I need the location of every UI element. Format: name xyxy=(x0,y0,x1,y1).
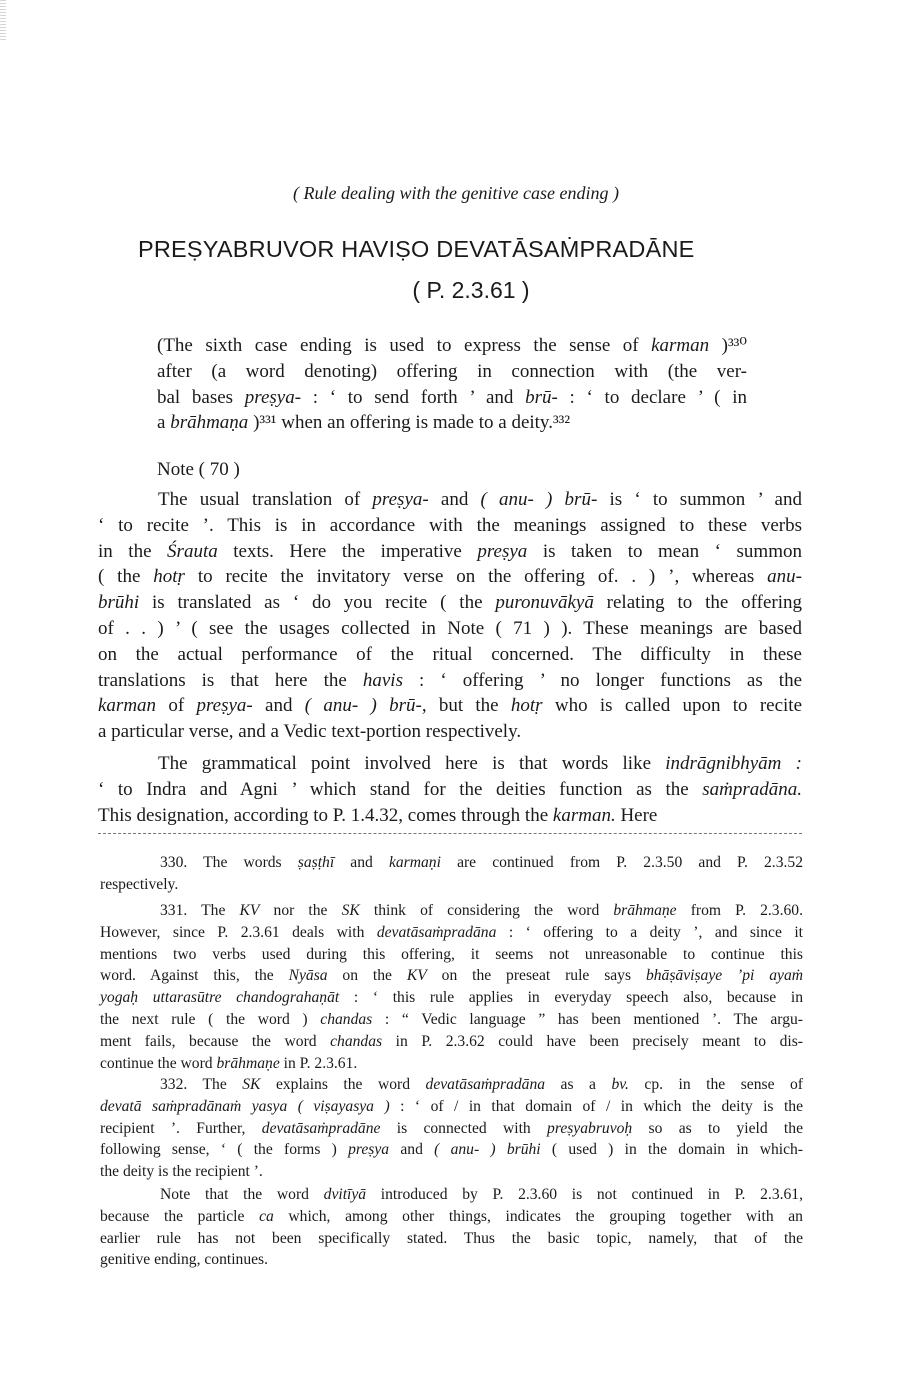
sutra-heading: PREṢYABRUVOR HAVIṢO DEVATĀSAṀPRADĀNE xyxy=(138,236,695,262)
text-line: The usual translation of preṣya- and ( anu- ) brū- is ‘ to summon ’ and xyxy=(158,489,802,510)
footnote-note xyxy=(100,1184,803,1271)
italic-term: KV xyxy=(239,902,260,919)
text-line: The grammatical point involved here is that words like indrāgnibhyām : xyxy=(158,753,802,774)
italic-term: bhāṣāviṣaye ’pi ayaṁ xyxy=(645,967,804,985)
text-line: following sense, ‘ ( the forms ) preṣya and ( anu- ) brūhi ( used ) in the domain in which- xyxy=(100,1141,804,1159)
text-line: continue the word brāhmaṇe in P. 2.3.61. xyxy=(100,1054,358,1072)
text-line: translations is that here the havis : ‘ offering ’ no longer functions as the xyxy=(98,669,802,691)
italic-term: indrāgnibhyām : xyxy=(665,753,802,774)
text-line: (The sixth case ending is used to express the sense of karman )³³⁰ xyxy=(157,335,747,356)
text-line: karman of preṣya- and ( anu- ) brū-, but the hotṛ who is called upon to recite xyxy=(98,695,803,717)
italic-term: dvitīyā xyxy=(323,1186,367,1203)
italic-term: chandas xyxy=(320,1010,373,1028)
italic-term: Śrauta xyxy=(167,540,218,562)
footnote-330 xyxy=(100,852,803,896)
footnote-331 xyxy=(100,900,803,1074)
italic-term: karman xyxy=(98,695,157,717)
text-line: 332. The SK explains the word devatāsaṁpradāna as a bv. cp. in the sense of xyxy=(160,1076,803,1093)
text-line: genitive ending, continues. xyxy=(100,1251,269,1269)
text-line: of . . ) ’ ( see the usages collected in Note ( 71 ) ). These meanings are based xyxy=(98,617,802,639)
italic-term: anu- xyxy=(767,566,802,588)
italic-term: puronuvākyā xyxy=(495,592,594,614)
italic-term: SK xyxy=(341,902,360,919)
text-line: after (a word denoting) offering in connection with (the ver- xyxy=(157,360,747,382)
translation xyxy=(157,333,747,436)
text-line: yogaḥ uttarasūtre chandograhaṇāt : ‘ this rule applies in everyday speech also, because in xyxy=(100,989,804,1007)
text-line: ‘ to Indra and Agni ’ which stand for the deities function as the saṁpradāna. xyxy=(98,778,802,800)
italic-term: hotṛ xyxy=(510,695,543,717)
text-line: a brāhmaṇa )³³¹ when an offering is made to a deity.³³² xyxy=(157,412,571,434)
italic-term: brāhmaṇe xyxy=(613,902,677,919)
text-line: Note that the word dvitīyā introduced by P. 2.3.60 is not continued in P. 2.3.61, xyxy=(160,1186,804,1203)
italic-term: preṣyabruvoḥ xyxy=(547,1119,633,1137)
italic-term: ca xyxy=(259,1207,274,1225)
text-line: the next rule ( the word ) chandas : “ Vedic language ” has been mentioned ’. The argu- xyxy=(100,1010,803,1028)
italic-term: Nyāsa xyxy=(288,967,328,985)
italic-term: karman xyxy=(651,335,710,356)
italic-term: devatāsaṁpradāna xyxy=(425,1076,546,1093)
text-line: recipient ’. Further, devatāsaṁpradāne is connected with preṣyabruvoḥ so as to yield the xyxy=(100,1119,803,1137)
italic-term: chandas xyxy=(330,1032,383,1050)
text-line: ment fails, because the word chandas in P. 2.3.62 could have been precisely meant to dis- xyxy=(100,1032,803,1050)
footnote-separator xyxy=(98,833,802,834)
text-line: in the Śrauta texts. Here the imperative preṣya is taken to mean ‘ summon xyxy=(98,540,802,562)
text-line: brūhi is translated as ‘ do you recite ( the puronuvākyā relating to the offering xyxy=(98,592,802,614)
italic-term: devatā saṁpradānaṁ yasya ( viṣayasya ) xyxy=(100,1097,390,1115)
italic-term: brāhmaṇa xyxy=(170,412,249,434)
italic-term: karmaṇi xyxy=(388,854,441,871)
text-line: word. Against this, the Nyāsa on the KV on the preseat rule says bhāṣāviṣaye ’pi ayaṁ xyxy=(100,967,804,985)
italic-term: preṣya xyxy=(477,540,528,562)
italic-term: preṣya xyxy=(348,1141,390,1159)
text-line: a particular verse, and a Vedic text-portion respectively. xyxy=(98,721,522,743)
text-line: This designation, according to P. 1.4.32, comes through the karman. Here xyxy=(98,804,658,826)
text-line: ( the hotṛ to recite the invitatory verse on the offering of. . ) ’, whereas anu- xyxy=(98,566,802,588)
italic-term: preṣya- xyxy=(372,489,429,510)
rule-caption: ( Rule dealing with the genitive case ending ) xyxy=(293,183,619,203)
italic-term: preṣya- xyxy=(244,386,302,408)
text-line: bal bases preṣya- : ‘ to send forth ’ and brū- : ‘ to declare ’ ( in xyxy=(157,386,747,408)
note-label xyxy=(157,457,357,483)
text-line: 331. The KV nor the SK think of considering the word brāhmaṇe from P. 2.3.60. xyxy=(160,902,803,919)
italic-term: devatāsaṁpradāna xyxy=(376,923,497,941)
text-line: earlier rule has not been specifically stated. Thus the basic topic, namely, that of the xyxy=(100,1229,803,1247)
italic-term: ( anu- ) brū- xyxy=(480,489,598,510)
text-line: the deity is the recipient ’. xyxy=(100,1163,263,1181)
footnote-332 xyxy=(100,1074,803,1183)
note-paragraph xyxy=(98,487,802,745)
text-line: 330. The words ṣaṣṭhī and karmaṇi are continued from P. 2.3.50 and P. 2.3.52 xyxy=(160,854,803,871)
text-line: ‘ to recite ’. This is in accordance with the meanings assigned to these verbs xyxy=(98,514,802,536)
text-line: because the particle ca which, among other things, indicates the grouping together with an xyxy=(100,1207,803,1225)
italic-term: KV xyxy=(406,967,427,985)
italic-term: karman. xyxy=(552,804,616,826)
italic-term: preṣya- xyxy=(196,695,253,717)
italic-term: brūhi xyxy=(98,592,140,614)
text-line: devatā saṁpradānaṁ yasya ( viṣayasya ) : ‘ of / in that domain of / in which the deity is the xyxy=(100,1097,804,1115)
text-line: However, since P. 2.3.61 deals with devatāsaṁpradāna : ‘ offering to a deity ’, and since it xyxy=(100,923,803,941)
text-line: Note ( 70 ) xyxy=(157,459,240,480)
italic-term: ( anu- ) brū- xyxy=(304,695,422,717)
text-line: on the actual performance of the ritual concerned. The difficulty in these xyxy=(98,643,802,665)
italic-term: SK xyxy=(242,1076,261,1093)
italic-term: ṣaṣṭhī xyxy=(297,854,335,871)
note-paragraph xyxy=(98,751,802,828)
italic-term: brāhmaṇe xyxy=(216,1054,280,1072)
text-line: respectively. xyxy=(100,875,179,893)
italic-term: ( anu- ) brūhi xyxy=(434,1141,541,1159)
italic-term: devatāsaṁpradāne xyxy=(261,1119,381,1137)
italic-term: brū- xyxy=(525,386,558,408)
italic-term: saṁpradāna. xyxy=(702,778,802,800)
rule-reference: ( P. 2.3.61 ) xyxy=(412,277,530,303)
italic-term: bv. xyxy=(611,1076,629,1093)
scan-artifact xyxy=(0,0,6,40)
italic-term: havis xyxy=(362,669,403,691)
italic-term: yogaḥ uttarasūtre chandograhaṇāt xyxy=(100,989,340,1007)
text-line: mentions two verbs used during this offering, it seems not unreasonable to continue this xyxy=(100,945,803,963)
italic-term: hotṛ xyxy=(153,566,185,588)
